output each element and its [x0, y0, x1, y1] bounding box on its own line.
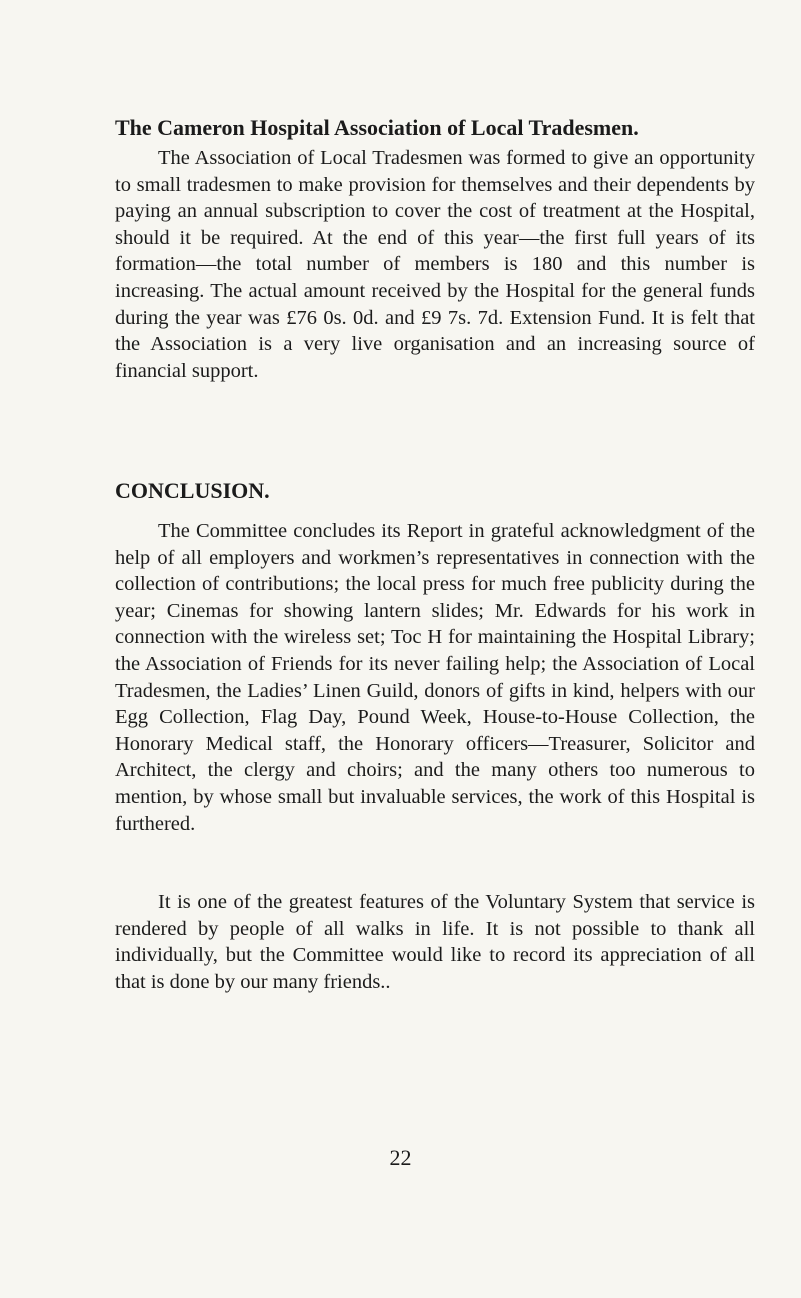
- paragraph-voluntary-system: It is one of the greatest features of the Voluntary System that service is rendered by people of all walks in life. It is not possible to thank all individually, but the Committee would like to record its appreciation of all that is done by our many friends..: [115, 891, 755, 993]
- section-heading-conclusion: CONCLUSION.: [115, 478, 270, 503]
- paragraph-committee-acknowledgment: The Committee concludes its Report in grateful acknowledgment of the help of all employers and workmen’s representatives in connection with the collection of contributions; the local press for much free publicity during the year; Cinemas for showing lantern slides; Mr. Edwards for his work in connection with the wireless set; Toc H for maintaining the Hospital Library; the Association of Friends for its never failing help; the Association of Local Tradesmen, the Ladies’ Linen Guild, donors of gifts in kind, helpers with our Egg Collection, Flag Day, Pound Week, House-to-House Collection, the Honorary Medical staff, the Honorary officers—Treasurer, Solicitor and Architect, the clergy and choirs; and the many others too numerous to mention, by whose small but invaluable services, the work of this Hospital is furthered.: [115, 520, 755, 835]
- page-number: 22: [389, 1145, 412, 1170]
- paragraph-association-description: The Association of Local Tradesmen was formed to give an opportunity to small tradesmen to make provision for themselves and their dependents by paying an annual subscription to cover the cost of treatment at the Hospital, should it be required. At the end of this year—the first full years of its formation—the total number of members is 180 and this number is increasing. The actual amount received by the Hospital for the general funds during the year was £76 0s. 0d. and £9 7s. 7d. Extension Fund. It is felt that the Association is a very live organisation and an increasing source of financial support.: [115, 147, 755, 382]
- section-heading-tradesmen-association: The Cameron Hospital Association of Local Tradesmen.: [115, 115, 639, 140]
